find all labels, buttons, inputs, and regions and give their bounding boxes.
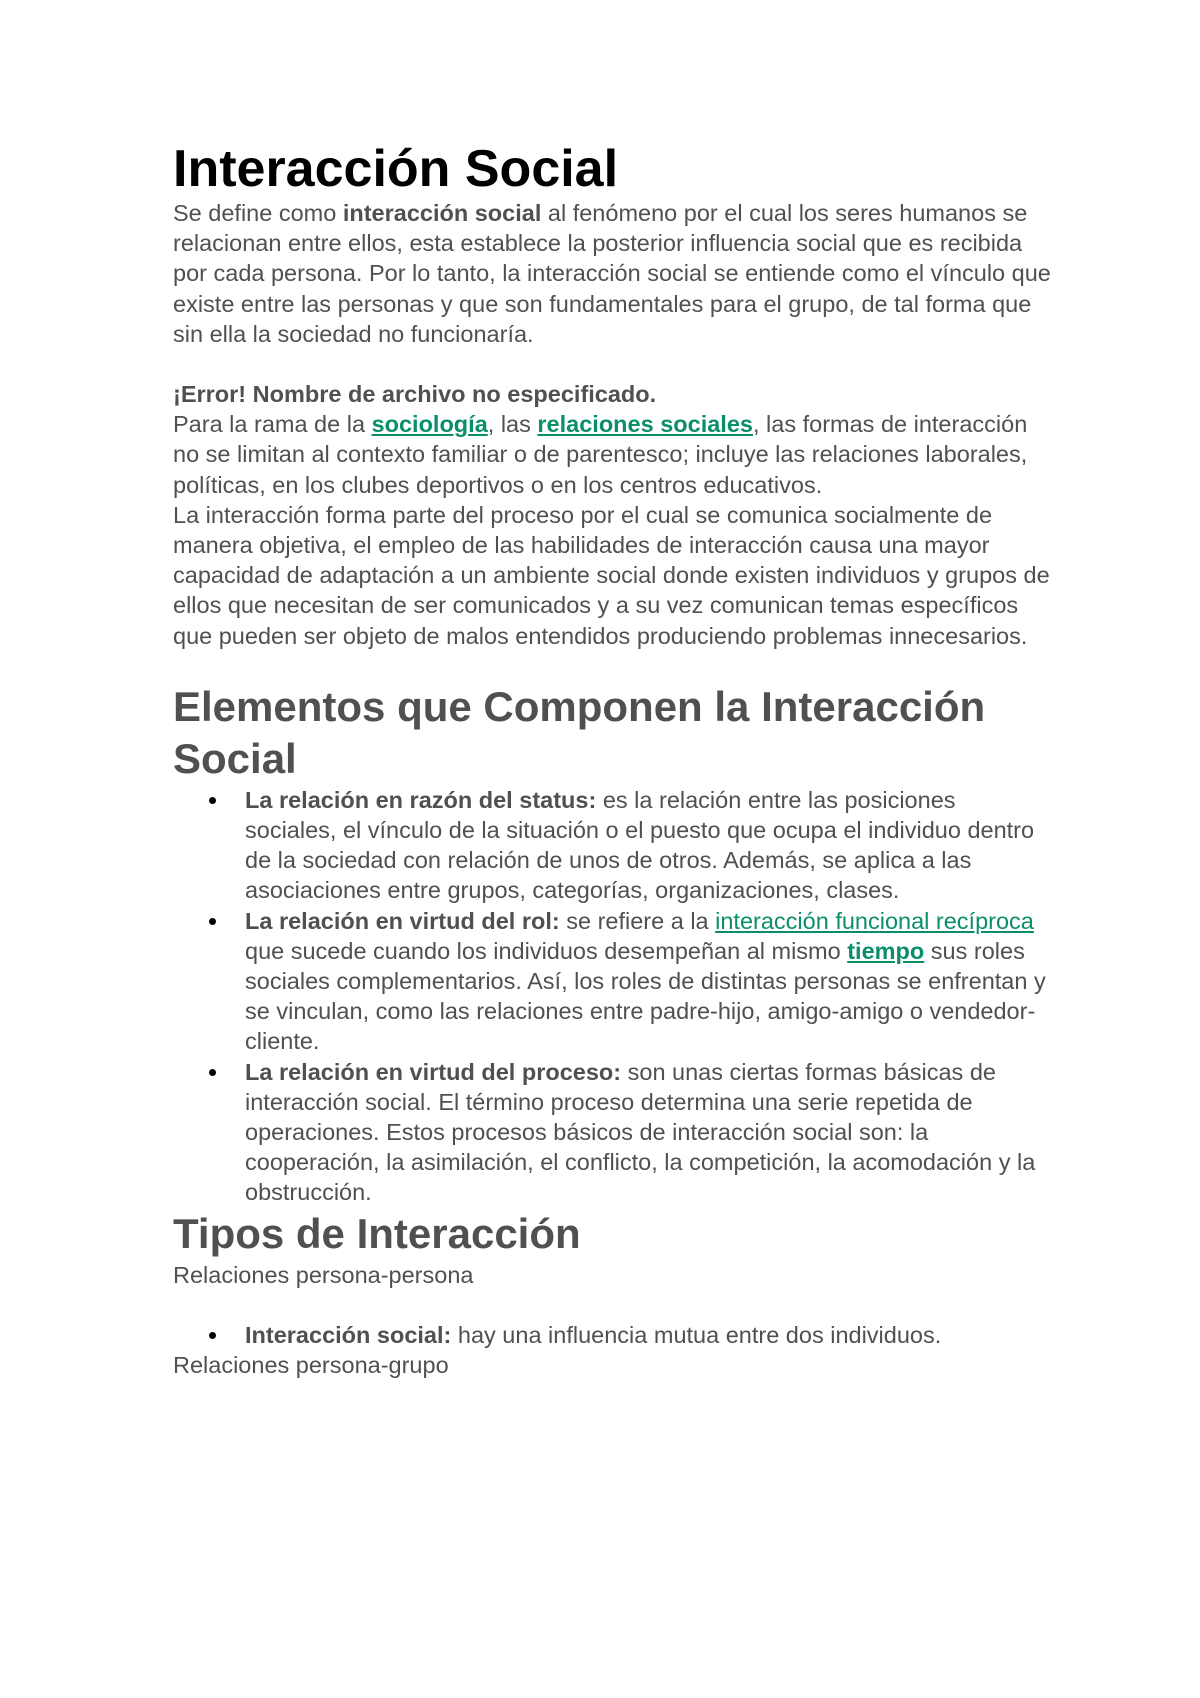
bullet-icon bbox=[209, 918, 216, 925]
intro-paragraph bbox=[173, 198, 1053, 349]
link-tiempo[interactable]: tiempo bbox=[847, 937, 925, 964]
list-item bbox=[245, 1057, 1053, 1208]
list-item bbox=[245, 906, 1053, 1057]
list-item-text: hay una influencia mutua entre dos individuos. bbox=[451, 1321, 942, 1348]
para2-text-1: Para la rama de la bbox=[173, 411, 372, 438]
list-item-text: es la relación entre las posiciones sociales, el vínculo de la situación o el puesto que ocupa el individuo dentro de la sociedad con relación de unos de otros. Además, se aplica a las asociaciones entre grupos, categorías, organizaciones, clases. bbox=[245, 786, 1035, 904]
list-item-term: La relación en virtud del proceso: bbox=[245, 1058, 622, 1085]
intro-text-start: Se define como bbox=[173, 200, 343, 226]
link-sociologia[interactable]: sociología bbox=[371, 411, 488, 438]
list-item bbox=[245, 1320, 1053, 1350]
para2-text-2: , las bbox=[487, 411, 538, 438]
intro-text-end: al fenómeno por el cual los seres humanos se relacionan entre ellos, esta establece la posterior influencia social que es recibida por cada persona. Por lo tanto, la interacción social se entiende como el vínculo que existe entre las personas y que son fundamentales para el grupo, de tal forma que sin ella la sociedad no funcionaría. bbox=[173, 200, 1051, 347]
elements-list bbox=[173, 785, 1053, 1208]
list-item-text-3: sus roles sociales complementarios. Así, los roles de distintas personas se enfrentan y se vinculan, como las relaciones entre padre-hijo, amigo-amigo o vendedor-cliente. bbox=[245, 937, 1046, 1055]
page-title: Interacción Social bbox=[173, 140, 619, 198]
list-item bbox=[245, 785, 1053, 906]
subheading-persona-grupo: Relaciones persona-grupo bbox=[173, 1352, 449, 1379]
para2-text-3: , las formas de interacción no se limitan al contexto familiar o de parentesco; incluye las relaciones laborales, políticas, en los clubes deportivos o en los centros educativos. bbox=[173, 411, 1028, 498]
bullet-icon bbox=[209, 1069, 216, 1076]
list-item-term: La relación en razón del status: bbox=[245, 786, 597, 813]
section-heading-tipos: Tipos de Interacción bbox=[173, 1209, 581, 1257]
list-item-text-1: se refiere a la bbox=[559, 907, 716, 934]
document-page bbox=[173, 140, 1053, 1380]
list-item-text: son unas ciertas formas básicas de interacción social. El término proceso determina una serie repetida de operaciones. Estos procesos básicos de interacción social son: la cooperación, la asimilación, el conflicto, la competición, la acomodación y la obstrucción. bbox=[245, 1058, 1036, 1206]
link-relaciones-sociales[interactable]: relaciones sociales bbox=[537, 411, 753, 438]
paragraph-sociology bbox=[173, 409, 1053, 500]
error-message: ¡Error! Nombre de archivo no especificado. bbox=[173, 381, 657, 408]
intro-bold-term: interacción social bbox=[342, 200, 542, 226]
spacer bbox=[173, 1290, 1053, 1320]
types-list bbox=[173, 1320, 1053, 1350]
paragraph-communication: La interacción forma parte del proceso por el cual se comunica socialmente de manera objetiva, el empleo de las habilidades de interacción causa una mayor capacidad de adaptación a un ambiente social donde existen individuos y grupos de ellos que necesitan de ser comunicados y a su vez comunican temas específicos que pueden ser objeto de malos entendidos produciendo problemas innecesarios. bbox=[173, 501, 1050, 649]
section-heading-elementos: Elementos que Componen la Interacción Social bbox=[173, 682, 986, 782]
list-item-term: Interacción social: bbox=[245, 1321, 452, 1348]
bullet-icon bbox=[209, 1332, 216, 1339]
list-item-term: La relación en virtud del rol: bbox=[245, 907, 560, 934]
subheading-persona-persona: Relaciones persona-persona bbox=[173, 1261, 474, 1288]
link-interaccion-funcional[interactable]: interacción funcional recíproca bbox=[715, 907, 1034, 934]
list-item-text-2: que sucede cuando los individuos desempeñan al mismo bbox=[245, 937, 848, 964]
bullet-icon bbox=[209, 797, 216, 804]
